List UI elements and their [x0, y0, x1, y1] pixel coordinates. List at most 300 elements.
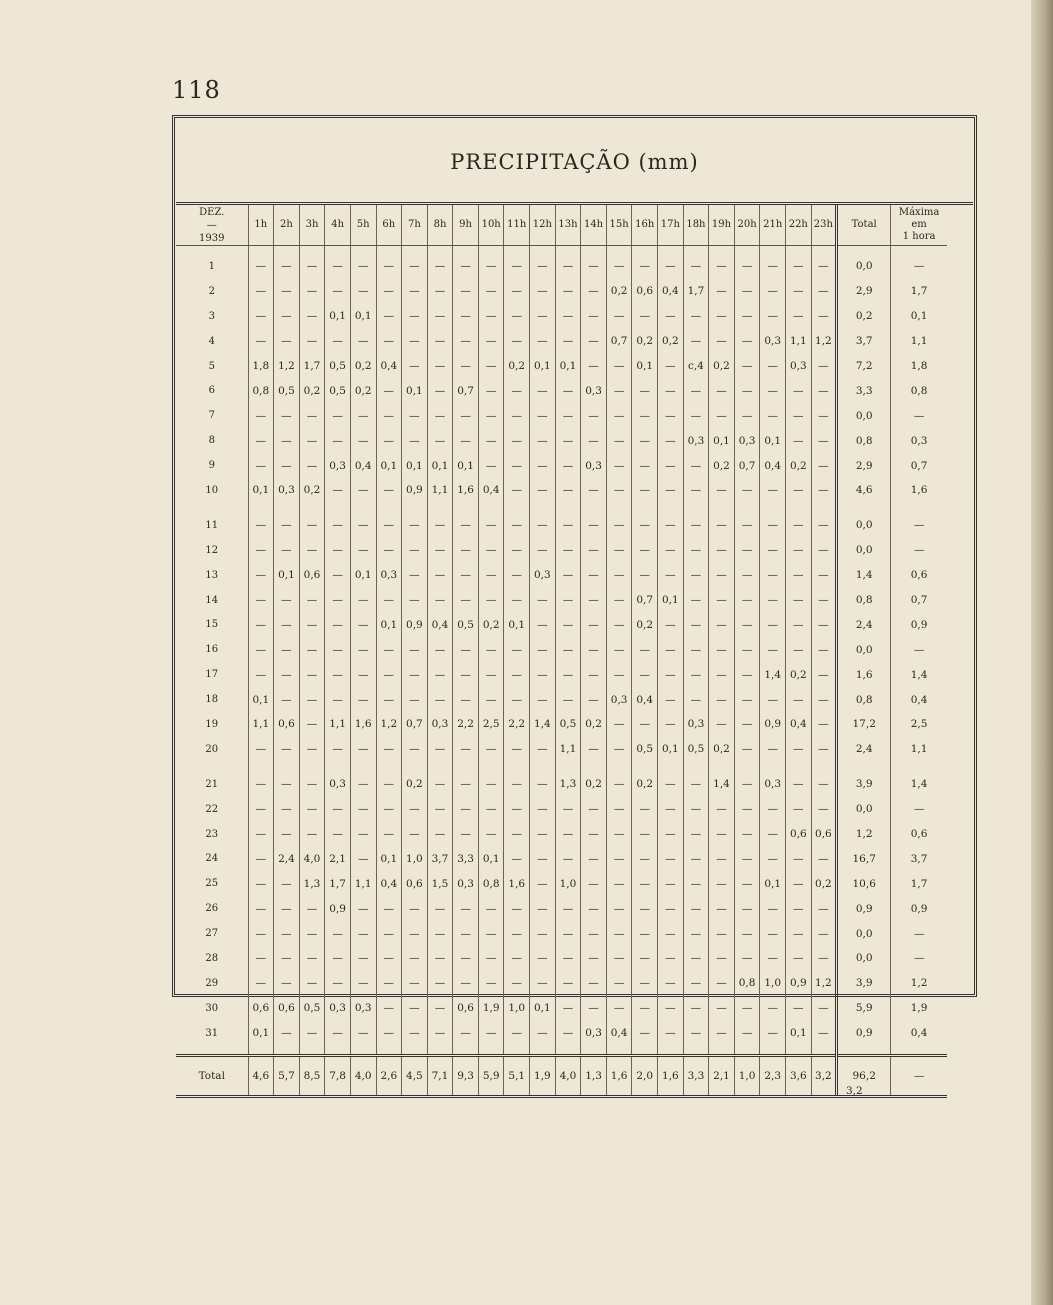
empty-dash-cell: —	[376, 304, 402, 329]
empty-dash-cell: —	[427, 588, 453, 613]
value-cell: 0,6	[274, 996, 300, 1021]
empty-dash-cell: —	[658, 996, 684, 1021]
empty-dash-cell: —	[709, 662, 735, 687]
empty-dash-cell: —	[709, 846, 735, 871]
empty-dash-cell: —	[248, 538, 274, 563]
empty-dash-cell: —	[427, 971, 453, 996]
empty-dash-cell: —	[350, 662, 376, 687]
empty-dash-cell: —	[786, 279, 812, 304]
empty-dash-cell: —	[555, 797, 581, 822]
empty-dash-cell: —	[376, 1021, 402, 1046]
empty-dash-cell: —	[811, 687, 837, 712]
hour-header: 14h	[581, 205, 607, 246]
empty-dash-cell: —	[274, 588, 300, 613]
empty-dash-cell: —	[606, 378, 632, 403]
empty-dash-cell: —	[555, 478, 581, 503]
empty-dash-cell: —	[658, 846, 684, 871]
hour-header: 8h	[427, 205, 453, 246]
empty-dash-cell: —	[530, 279, 556, 304]
empty-dash-cell: —	[299, 513, 325, 538]
empty-dash-cell: —	[606, 254, 632, 279]
row-max-cell: 0,1	[891, 304, 947, 329]
empty-dash-cell: —	[811, 279, 837, 304]
empty-dash-cell: —	[299, 797, 325, 822]
table-row	[176, 428, 947, 453]
empty-dash-cell: —	[760, 896, 786, 921]
empty-dash-cell: —	[530, 378, 556, 403]
empty-dash-cell: —	[606, 354, 632, 379]
empty-dash-cell: —	[606, 588, 632, 613]
value-cell: 0,4	[376, 354, 402, 379]
empty-dash-cell: —	[683, 971, 709, 996]
empty-dash-cell: —	[683, 687, 709, 712]
value-cell: 1,0	[504, 996, 530, 1021]
value-cell: 0,1	[530, 996, 556, 1021]
empty-dash-cell: —	[350, 403, 376, 428]
empty-dash-cell: —	[453, 946, 479, 971]
empty-dash-cell: —	[402, 428, 428, 453]
empty-dash-cell: —	[325, 428, 351, 453]
empty-dash-cell: —	[786, 637, 812, 662]
value-cell: 0,3	[760, 772, 786, 797]
value-cell: 0,3	[683, 428, 709, 453]
empty-dash-cell: —	[504, 478, 530, 503]
empty-dash-cell: —	[427, 428, 453, 453]
empty-dash-cell: —	[530, 772, 556, 797]
empty-dash-cell: —	[299, 453, 325, 478]
hour-header: 21h	[760, 205, 786, 246]
empty-dash-cell: —	[350, 538, 376, 563]
empty-dash-cell: —	[350, 846, 376, 871]
empty-dash-cell: —	[427, 996, 453, 1021]
value-cell: 0,2	[632, 329, 658, 354]
empty-dash-cell: —	[606, 772, 632, 797]
empty-dash-cell: —	[581, 563, 607, 588]
empty-dash-cell: —	[658, 304, 684, 329]
empty-dash-cell: —	[248, 279, 274, 304]
empty-dash-cell: —	[786, 772, 812, 797]
empty-dash-cell: —	[632, 637, 658, 662]
row-total-cell: 0,2	[837, 304, 891, 329]
empty-dash-cell: —	[274, 403, 300, 428]
value-cell: 0,2	[811, 871, 837, 896]
value-cell: 0,7	[402, 712, 428, 737]
empty-dash-cell: —	[606, 797, 632, 822]
empty-dash-cell: —	[760, 612, 786, 637]
empty-dash-cell: —	[274, 772, 300, 797]
hour-header: 18h	[683, 205, 709, 246]
empty-dash-cell: —	[811, 538, 837, 563]
empty-dash-cell: —	[683, 846, 709, 871]
value-cell: 1,8	[248, 354, 274, 379]
table-row	[176, 538, 947, 563]
empty-dash-cell: —	[504, 921, 530, 946]
empty-dash-cell: —	[709, 687, 735, 712]
empty-dash-cell: —	[658, 403, 684, 428]
empty-dash-cell: —	[274, 1021, 300, 1046]
empty-dash-cell: —	[402, 637, 428, 662]
empty-dash-cell: —	[530, 588, 556, 613]
empty-dash-cell: —	[274, 513, 300, 538]
max-column-header	[891, 205, 947, 246]
empty-dash-cell: —	[734, 304, 760, 329]
empty-dash-cell: —	[555, 513, 581, 538]
empty-dash-cell: —	[658, 612, 684, 637]
row-max-cell: 1,4	[891, 662, 947, 687]
day-cell: 9	[208, 460, 215, 472]
empty-dash-cell: —	[606, 896, 632, 921]
value-cell: 0,3	[350, 996, 376, 1021]
empty-dash-cell: —	[811, 254, 837, 279]
empty-dash-cell: —	[427, 538, 453, 563]
empty-dash-cell: —	[811, 588, 837, 613]
value-cell: 0,3	[581, 378, 607, 403]
value-cell: 0,5	[299, 996, 325, 1021]
year-label: 1939	[199, 232, 225, 244]
empty-dash-cell: —	[734, 588, 760, 613]
empty-dash-cell: —	[376, 921, 402, 946]
day-cell: 15	[205, 619, 219, 631]
empty-dash-cell: —	[427, 513, 453, 538]
value-cell: c,4	[683, 354, 709, 379]
row-total-cell: 1,2	[837, 822, 891, 847]
empty-dash-cell: —	[606, 612, 632, 637]
empty-dash-cell: —	[555, 662, 581, 687]
value-cell: 0,5	[325, 354, 351, 379]
day-cell: 23	[205, 828, 219, 840]
hour-total-cell: 5,1	[504, 1055, 530, 1096]
empty-dash-cell: —	[453, 637, 479, 662]
empty-dash-cell: —	[632, 304, 658, 329]
row-max-cell: —	[891, 403, 947, 428]
empty-dash-cell: —	[427, 772, 453, 797]
empty-dash-cell: —	[606, 996, 632, 1021]
empty-dash-cell: —	[734, 921, 760, 946]
value-cell: 1,1	[786, 329, 812, 354]
empty-dash-cell: —	[658, 921, 684, 946]
empty-dash-cell: —	[350, 896, 376, 921]
value-cell: 0,3	[325, 772, 351, 797]
table-row	[176, 478, 947, 503]
empty-dash-cell: —	[248, 513, 274, 538]
empty-dash-cell: —	[248, 563, 274, 588]
empty-dash-cell: —	[504, 513, 530, 538]
table-row	[176, 712, 947, 737]
empty-dash-cell: —	[581, 662, 607, 687]
day-cell: 10	[205, 484, 219, 496]
empty-dash-cell: —	[734, 1021, 760, 1046]
row-total-cell: 3,9	[837, 772, 891, 797]
empty-dash-cell: —	[350, 971, 376, 996]
empty-dash-cell: —	[786, 563, 812, 588]
empty-dash-cell: —	[709, 329, 735, 354]
empty-dash-cell: —	[555, 428, 581, 453]
empty-dash-cell: —	[606, 712, 632, 737]
empty-dash-cell: —	[683, 304, 709, 329]
row-max-cell: 0,4	[891, 687, 947, 712]
empty-dash-cell: —	[760, 637, 786, 662]
empty-dash-cell: —	[504, 772, 530, 797]
value-cell: 2,2	[504, 712, 530, 737]
hour-header: 12h	[530, 205, 556, 246]
hour-total-cell: 3,6	[786, 1055, 812, 1096]
value-cell: 0,1	[402, 453, 428, 478]
value-cell: 0,2	[632, 772, 658, 797]
empty-dash-cell: —	[504, 896, 530, 921]
value-cell: 0,7	[734, 453, 760, 478]
empty-dash-cell: —	[581, 304, 607, 329]
value-cell: 0,3	[274, 478, 300, 503]
hour-header: 4h	[325, 205, 351, 246]
empty-dash-cell: —	[350, 254, 376, 279]
value-cell: 0,2	[606, 279, 632, 304]
value-cell: 0,2	[504, 354, 530, 379]
row-max-cell: 0,4	[891, 1021, 947, 1046]
empty-dash-cell: —	[530, 612, 556, 637]
empty-dash-cell: —	[581, 921, 607, 946]
row-max-cell: 1,4	[891, 772, 947, 797]
day-cell: 16	[205, 644, 219, 656]
empty-dash-cell: —	[376, 637, 402, 662]
totals-max-cell: —	[891, 1055, 947, 1096]
empty-dash-cell: —	[274, 304, 300, 329]
empty-dash-cell: —	[760, 538, 786, 563]
empty-dash-cell: —	[632, 563, 658, 588]
row-total-cell: 3,3	[837, 378, 891, 403]
empty-dash-cell: —	[325, 329, 351, 354]
empty-dash-cell: —	[760, 921, 786, 946]
empty-dash-cell: —	[453, 329, 479, 354]
empty-dash-cell: —	[453, 1021, 479, 1046]
empty-dash-cell: —	[760, 996, 786, 1021]
value-cell: 0,6	[274, 712, 300, 737]
empty-dash-cell: —	[478, 378, 504, 403]
empty-dash-cell: —	[632, 971, 658, 996]
value-cell: 0,3	[427, 712, 453, 737]
day-cell: 14	[205, 594, 219, 606]
value-cell: 0,2	[402, 772, 428, 797]
empty-dash-cell: —	[478, 637, 504, 662]
row-max-cell: —	[891, 254, 947, 279]
empty-dash-cell: —	[478, 822, 504, 847]
empty-dash-cell: —	[350, 588, 376, 613]
empty-dash-cell: —	[606, 538, 632, 563]
row-max-cell: 1,2	[891, 971, 947, 996]
empty-dash-cell: —	[709, 822, 735, 847]
empty-dash-cell: —	[530, 637, 556, 662]
day-cell: 22	[205, 803, 219, 815]
empty-dash-cell: —	[786, 871, 812, 896]
empty-dash-cell: —	[632, 378, 658, 403]
value-cell: 0,3	[581, 453, 607, 478]
empty-dash-cell: —	[709, 538, 735, 563]
value-cell: 0,3	[530, 563, 556, 588]
empty-dash-cell: —	[709, 1021, 735, 1046]
value-cell: 0,3	[325, 996, 351, 1021]
empty-dash-cell: —	[478, 687, 504, 712]
table-row	[176, 403, 947, 428]
row-total-cell: 0,0	[837, 538, 891, 563]
row-total-cell: 0,0	[837, 797, 891, 822]
empty-dash-cell: —	[530, 1021, 556, 1046]
empty-dash-cell: —	[274, 329, 300, 354]
value-cell: 1,7	[325, 871, 351, 896]
empty-dash-cell: —	[478, 254, 504, 279]
value-cell: 0,3	[606, 687, 632, 712]
value-cell: 1,4	[760, 662, 786, 687]
empty-dash-cell: —	[581, 428, 607, 453]
empty-dash-cell: —	[581, 354, 607, 379]
empty-dash-cell: —	[402, 737, 428, 762]
empty-dash-cell: —	[299, 612, 325, 637]
empty-dash-cell: —	[248, 254, 274, 279]
day-cell: 31	[205, 1027, 219, 1039]
empty-dash-cell: —	[427, 921, 453, 946]
table-row	[176, 996, 947, 1021]
empty-dash-cell: —	[504, 304, 530, 329]
value-cell: 0,1	[453, 453, 479, 478]
day-cell: 3	[208, 310, 215, 322]
empty-dash-cell: —	[581, 478, 607, 503]
empty-dash-cell: —	[530, 254, 556, 279]
empty-dash-cell: —	[376, 946, 402, 971]
day-cell: 26	[205, 903, 219, 915]
empty-dash-cell: —	[811, 428, 837, 453]
empty-dash-cell: —	[709, 279, 735, 304]
empty-dash-cell: —	[376, 513, 402, 538]
value-cell: 0,2	[350, 378, 376, 403]
empty-dash-cell: —	[504, 946, 530, 971]
empty-dash-cell: —	[453, 403, 479, 428]
empty-dash-cell: —	[325, 513, 351, 538]
empty-dash-cell: —	[453, 588, 479, 613]
empty-dash-cell: —	[734, 687, 760, 712]
empty-dash-cell: —	[734, 254, 760, 279]
day-cell: 21	[205, 778, 219, 790]
value-cell: 1,9	[478, 996, 504, 1021]
empty-dash-cell: —	[274, 453, 300, 478]
empty-dash-cell: —	[683, 329, 709, 354]
empty-dash-cell: —	[504, 538, 530, 563]
value-cell: 0,8	[248, 378, 274, 403]
row-max-cell: 0,8	[891, 378, 947, 403]
empty-dash-cell: —	[555, 946, 581, 971]
empty-dash-cell: —	[683, 996, 709, 1021]
value-cell: 1,2	[811, 329, 837, 354]
empty-dash-cell: —	[683, 612, 709, 637]
row-max-cell: 0,6	[891, 563, 947, 588]
empty-dash-cell: —	[811, 563, 837, 588]
empty-dash-cell: —	[325, 637, 351, 662]
empty-dash-cell: —	[453, 662, 479, 687]
empty-dash-cell: —	[632, 797, 658, 822]
empty-dash-cell: —	[299, 772, 325, 797]
empty-dash-cell: —	[478, 946, 504, 971]
empty-dash-cell: —	[504, 378, 530, 403]
empty-dash-cell: —	[402, 971, 428, 996]
value-cell: 0,2	[581, 772, 607, 797]
day-column-header	[176, 205, 248, 246]
value-cell: 0,2	[709, 354, 735, 379]
empty-dash-cell: —	[786, 737, 812, 762]
day-cell: 6	[208, 385, 215, 397]
empty-dash-cell: —	[504, 737, 530, 762]
row-max-cell: 1,7	[891, 871, 947, 896]
value-cell: 0,4	[658, 279, 684, 304]
empty-dash-cell: —	[683, 513, 709, 538]
empty-dash-cell: —	[734, 712, 760, 737]
empty-dash-cell: —	[581, 612, 607, 637]
value-cell: 1,1	[350, 871, 376, 896]
empty-dash-cell: —	[478, 453, 504, 478]
empty-dash-cell: —	[811, 662, 837, 687]
empty-dash-cell: —	[530, 822, 556, 847]
empty-dash-cell: —	[248, 304, 274, 329]
empty-dash-cell: —	[504, 563, 530, 588]
empty-dash-cell: —	[530, 896, 556, 921]
empty-dash-cell: —	[581, 896, 607, 921]
value-cell: 0,7	[632, 588, 658, 613]
value-cell: 0,6	[453, 996, 479, 1021]
empty-dash-cell: —	[760, 478, 786, 503]
row-total-cell: 7,2	[837, 354, 891, 379]
empty-dash-cell: —	[555, 996, 581, 1021]
empty-dash-cell: —	[734, 513, 760, 538]
empty-dash-cell: —	[658, 478, 684, 503]
value-cell: 0,1	[248, 1021, 274, 1046]
value-cell: 1,7	[299, 354, 325, 379]
empty-dash-cell: —	[811, 846, 837, 871]
empty-dash-cell: —	[811, 712, 837, 737]
empty-dash-cell: —	[325, 1021, 351, 1046]
value-cell: 0,6	[811, 822, 837, 847]
empty-dash-cell: —	[581, 403, 607, 428]
empty-dash-cell: —	[555, 588, 581, 613]
empty-dash-cell: —	[478, 971, 504, 996]
empty-dash-cell: —	[658, 563, 684, 588]
table-row	[176, 662, 947, 687]
empty-dash-cell: —	[376, 588, 402, 613]
empty-dash-cell: —	[606, 971, 632, 996]
value-cell: 0,1	[530, 354, 556, 379]
row-max-cell: 2,5	[891, 712, 947, 737]
empty-dash-cell: —	[453, 563, 479, 588]
hour-header: 22h	[786, 205, 812, 246]
empty-dash-cell: —	[786, 612, 812, 637]
value-cell: 1,5	[427, 871, 453, 896]
empty-dash-cell: —	[504, 403, 530, 428]
row-total-cell: 0,9	[837, 896, 891, 921]
row-max-cell: 0,6	[891, 822, 947, 847]
day-cell: 4	[208, 335, 215, 347]
empty-dash-cell: —	[555, 971, 581, 996]
value-cell: 0,2	[709, 453, 735, 478]
empty-dash-cell: —	[555, 612, 581, 637]
empty-dash-cell: —	[760, 797, 786, 822]
empty-dash-cell: —	[709, 478, 735, 503]
empty-dash-cell: —	[709, 946, 735, 971]
hour-header: 1h	[248, 205, 274, 246]
empty-dash-cell: —	[632, 896, 658, 921]
value-cell: 0,9	[402, 478, 428, 503]
empty-dash-cell: —	[606, 662, 632, 687]
empty-dash-cell: —	[376, 329, 402, 354]
day-cell: 11	[205, 519, 219, 531]
empty-dash-cell: —	[299, 896, 325, 921]
hour-header: 9h	[453, 205, 479, 246]
value-cell: 1,3	[555, 772, 581, 797]
empty-dash-cell: —	[453, 971, 479, 996]
